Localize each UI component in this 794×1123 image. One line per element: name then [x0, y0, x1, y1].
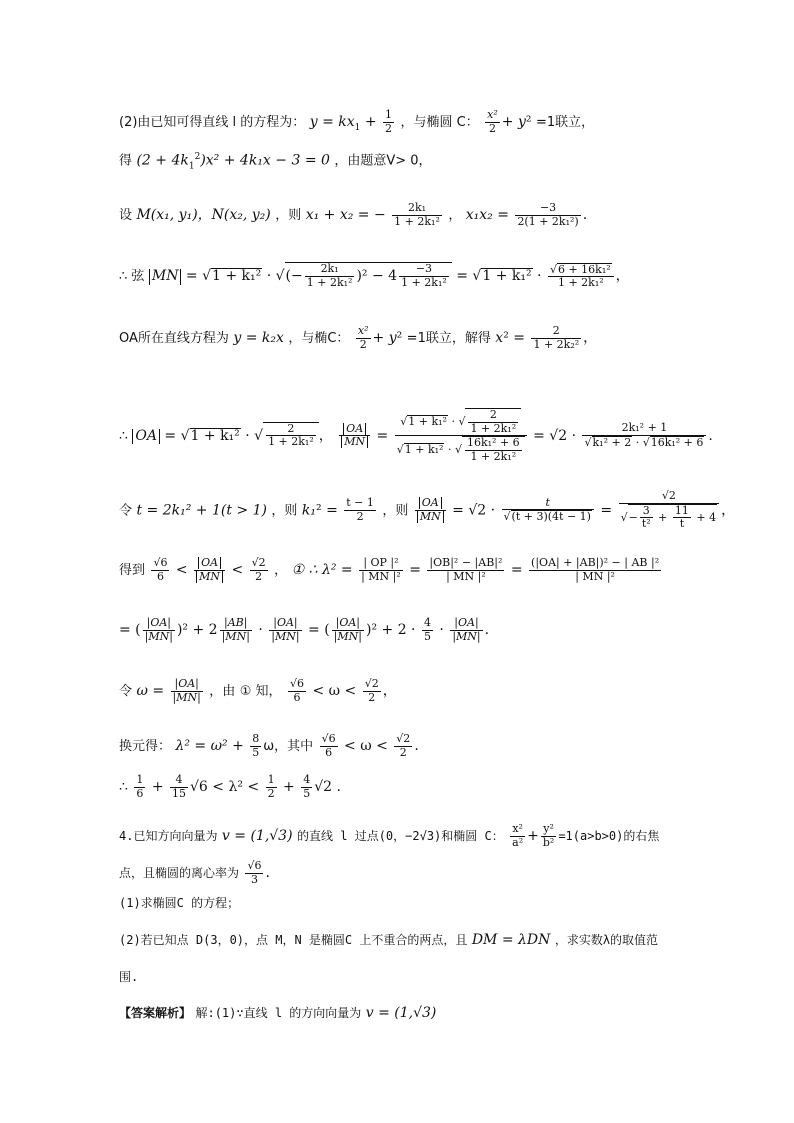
line-13: 4.已知方向向量为 v = (1,√3) 的直线 l 过点(0，−2√3)和椭圆 C： $\frac{\text{x²}}{\text{a²}}$ + $\frac{\text{y²}}{\text{b²}}$ =1(a>b>0)的右焦 — [119, 822, 660, 849]
line-17: 围. — [119, 970, 139, 984]
line-7: 令 t = 2k₁² + 1(t > 1) ，则 k₁² = $\frac{t - 1}{2}$ ，则 $\frac{OA}{MN}$ = √2 · $\frac{t}{√(t + 3)(4t - 1)}$ = √2 √− $\frac{3}{\text{t²}}$ + $\frac{11}{t}$ + 4 ， — [119, 489, 736, 531]
line-10: 令 ω = $\frac{|OA|}{|MN|}$ ，由 ① 知， $\frac{√6}{6}$ < ω < $\frac{√2}{2}$ ， — [119, 677, 397, 704]
line-16: (2)若已知点 D(3，0)，点 M，N 是椭圆C 上不重合的两点，且 DM = λDN ，求实数λ的取值范 — [119, 932, 659, 948]
fraction: $\frac{1}{2}$ — [385, 108, 393, 135]
line-1: (2)由已知可得直线 l 的方程为： $y = kx_1$ + $\frac{1}{2}$ ，与椭圆 C： $\frac{\text{x²}}{2}$ + y² =1联立， — [119, 108, 595, 135]
line-11: 换元得： λ² = ω² + $\frac{8}{5}$ ω，其中 $\frac{√6}{6}$ < ω < $\frac{√2}{2}$ . — [119, 732, 419, 759]
line-8: 得到 $\frac{√6}{6}$ < $\frac{OA}{MN}$ < $\frac{√2}{2}$ ， ① ∴ λ² = $\frac{\text{| OP |²}}{\text{| MN |²}}$ = $\frac{\text{|OB|² − |AB|²}}{\text{| MN |²}}$ = $\frac{\text{(|OA| + |AB|)² − | AB |²}}{\text{| MN |²}}$ — [119, 556, 660, 583]
line-9: = ( $\frac{|OA|}{|MN|}$ )² + 2 $\frac{|AB|}{|MN|}$ · $\frac{|OA|}{|MN|}$ = ( $\frac{|OA|}{|MN|}$ )² + 2 · $\frac{4}{5}$ · $\frac{|OA|}{|MN|}$ . — [119, 616, 490, 643]
line-18: 【答案解析】 解:(1)∵直线 l 的方向向量为 v = (1,√3) — [119, 1005, 437, 1021]
line-15: (1)求椭圆C 的方程； — [119, 896, 240, 910]
line-3: 设 M(x₁, y₁)，N(x₂, y₂) ，则 x₁ + x₂ = − $\frac{\text{2k₁}}{\text{1 + 2k₁²}}$ ， x₁x₂ = $\frac{-3}{\text{2(1 + 2k₁²)}}$ . — [119, 201, 588, 228]
line-6: ∴ OA = √1 + k₁² · √ $\frac{2}{\text{1 + 2k₁²}}$ ， $\frac{OA}{MN}$ = √1 + k₁² · √ $\frac{2}{\text{1 + 2k₁²}}$ √1 + k₁² · √ $\frac{\text{16k₁² + 6}}{\text{1 + 2k₁²}}$ = √2 · $\frac{\text{2k₁² + 1}}{\text{√k₁² + 2 · √16k₁² + 6}}$ . — [119, 408, 713, 463]
line-4: ∴ 弦 MN = √1 + k₁² · √(− $\frac{\text{2k₁}}{\text{1 + 2k₁²}}$ )² − 4 $\frac{-3}{\text{1 + 2k₁²}}$ = √1 + k₁² · $\frac{\text{√6 + 16k₁²}}{\text{1 + 2k₁²}}$ ， — [119, 262, 630, 290]
line-5: OA所在直线方程为 y = k₂x ，与椭C： $\frac{\text{x²}}{2}$ + y² =1联立，解得 x² = $\frac{2}{\text{1 + 2k₂²}}$ ， — [119, 324, 598, 351]
line-2: 得 $(2 + 4k_1^2)x^2 + 4k_1x - 3 = 0$ ，由题意V> 0， — [119, 152, 432, 172]
line-12: ∴ $\frac{1}{6}$ + $\frac{4}{15}$ √6 < λ² < $\frac{1}{2}$ + $\frac{4}{5}$ √2 . — [119, 773, 341, 800]
line-14: 点，且椭圆的离心率为 $\frac{√6}{3}$ . — [119, 859, 270, 886]
